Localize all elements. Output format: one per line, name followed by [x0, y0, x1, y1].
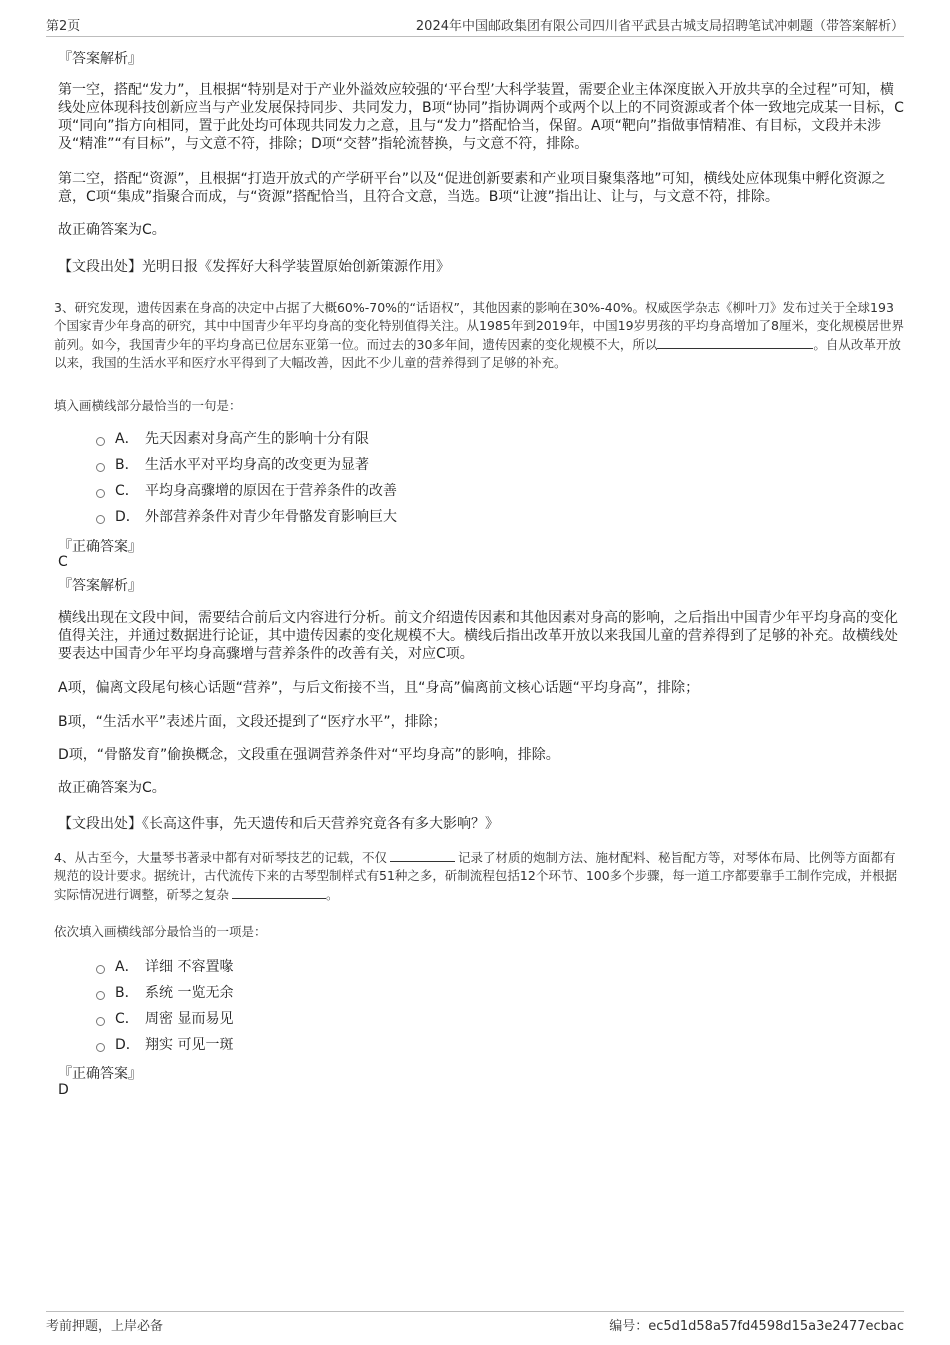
- radio-icon[interactable]: [96, 515, 105, 524]
- question-4-text: 4、从古至今，大量琴书著录中都有对斫琴技艺的记载，不仅 记录了材质的炮制方法、施材配料、秘旨配方等，对琴体布局、比例等方面都有规范的设计要求。据统计，古代流传下来的古琴型制样式有51种之多，斫制流程包括12个环节、100多个步骤，每一道工序都要靠手工制作完成，并根据实际情况进行调整，斫琴之复杂 。: [54, 850, 898, 902]
- question-3-text: 3、研究发现，遗传因素在身高的决定中占据了大概60%-70%的“话语权”，其他因素的影响在30%-40%。权威医学杂志《柳叶刀》发布过关于全球193个国家青少年身高的研究，其中中国青少年平均身高的变化特别值得关注。从1985年到2019年，中国19岁男孩的平均身高增加了8厘米，变化规模居世界前列。如今，我国青少年的平均身高已位居东亚第一位。而过去的30多年间，遗传因素的变化规模不大，所以 。自从改革开放以来，我国的生活水平和医疗水平得到了大幅改善，因此不少儿童的营养得到了足够的补充。: [54, 300, 904, 370]
- radio-icon[interactable]: [96, 463, 105, 472]
- q4-option-b[interactable]: B． 系统 一览无余: [96, 979, 233, 1005]
- q3-analysis-paragraph-4: D项，“骨骼发育”偷换概念，文段重在强调营养条件对“平均身高”的影响，排除。: [58, 747, 560, 763]
- q4-option-a[interactable]: A． 详细 不容置喙: [96, 953, 233, 979]
- q3-conclusion: 故正确答案为C。: [58, 780, 166, 796]
- radio-icon[interactable]: [96, 489, 105, 498]
- question-4-prompt: 依次填入画横线部分最恰当的一项是：: [54, 924, 267, 939]
- q4-answer: D: [58, 1082, 69, 1098]
- page-header: [46, 14, 904, 37]
- q3-option-c[interactable]: C． 平均身高骤增的原因在于营养条件的改善: [96, 477, 397, 503]
- q2-source: 【文段出处】光明日报《发挥好大科学装置原始创新策源作用》: [58, 259, 450, 275]
- q3-analysis-paragraph-3: B项，“生活水平”表述片面，文段还提到了“医疗水平”，排除；: [58, 714, 447, 730]
- page-footer: [46, 1311, 904, 1334]
- q2-analysis-paragraph-2: 第二空，搭配“资源”，且根据“打造开放式的产学研平台”以及“促进创新要素和产业项目聚集落地”可知，横线处应体现集中孵化资源之意，C项“集成”指聚合而成，与“资源”搭配恰当，且符合文意，当选。B项“让渡”指出让、让与，与文意不符，排除。: [58, 171, 886, 205]
- radio-icon[interactable]: [96, 1017, 105, 1026]
- radio-icon[interactable]: [96, 965, 105, 974]
- q3-analysis-paragraph-2: A项，偏离文段尾句核心话题“营养”，与后文衔接不当，且“身高”偏离前文核心话题“平均身高”，排除；: [58, 680, 700, 696]
- q3-source: 【文段出处】《长高这件事，先天遗传和后天营养究竟各有多大影响？》: [58, 816, 499, 832]
- question-4-options: [96, 953, 233, 1057]
- answer-blank-2: [232, 885, 326, 899]
- radio-icon[interactable]: [96, 1043, 105, 1052]
- footer-slogan: 考前押题，上岸必备: [46, 1319, 164, 1334]
- question-3-options: [96, 425, 397, 529]
- q3-analysis-label: 『答案解析』: [58, 578, 142, 594]
- q2-conclusion: 故正确答案为C。: [58, 222, 166, 238]
- q3-answer-label: 『正确答案』: [58, 539, 142, 555]
- q3-option-d[interactable]: D． 外部营养条件对青少年骨骼发育影响巨大: [96, 503, 397, 529]
- q4-option-c[interactable]: C． 周密 显而易见: [96, 1005, 233, 1031]
- radio-icon[interactable]: [96, 437, 105, 446]
- q3-answer: C: [58, 554, 68, 570]
- q3-option-b[interactable]: B． 生活水平对平均身高的改变更为显著: [96, 451, 397, 477]
- q4-option-d[interactable]: D． 翔实 可见一斑: [96, 1031, 233, 1057]
- q3-option-a[interactable]: A． 先天因素对身高产生的影响十分有限: [96, 425, 397, 451]
- document-code: 编号：ec5d1d58a57fd4598d15a3e2477ecbac: [609, 1319, 904, 1334]
- page-number: 第2页: [46, 19, 81, 34]
- q2-analysis-label: 『答案解析』: [58, 51, 142, 67]
- answer-blank-1: [390, 848, 455, 862]
- answer-blank: [657, 335, 813, 349]
- q3-analysis-paragraph-1: 横线出现在文段中间，需要结合前后文内容进行分析。前文介绍遗传因素和其他因素对身高的影响，之后指出中国青少年平均身高的变化值得关注，并通过数据进行论证，其中遗传因素的变化规模不大。横线后指出改革开放以来我国儿童的营养得到了足够的补充。故横线处要表达中国青少年平均身高骤增与营养条件的改善有关，对应C项。: [58, 610, 898, 662]
- q2-analysis-paragraph-1: 第一空，搭配“发力”，且根据“特别是对于产业外溢效应较强的‘平台型’大科学装置，需要企业主体深度嵌入开放共享的全过程”可知，横线处应体现科技创新应当与产业发展保持同步、共同发力，B项“协同”指协调两个或两个以上的不同资源或者个体一致地完成某一目标，C项“同向”指方向相同，置于此处均可体现共同发力之意，且与“发力”搭配恰当，保留。A项“靶向”指做事情精准、有目标，文段并未涉及“精准”“有目标”，与文意不符，排除；D项“交替”指轮流替换，与文意不符，排除。: [58, 82, 904, 152]
- q4-answer-label: 『正确答案』: [58, 1066, 142, 1082]
- radio-icon[interactable]: [96, 991, 105, 1000]
- question-3-prompt: 填入画横线部分最恰当的一句是：: [54, 398, 242, 413]
- document-title: 2024年中国邮政集团有限公司四川省平武县古城支局招聘笔试冲刺题（带答案解析）: [415, 19, 904, 34]
